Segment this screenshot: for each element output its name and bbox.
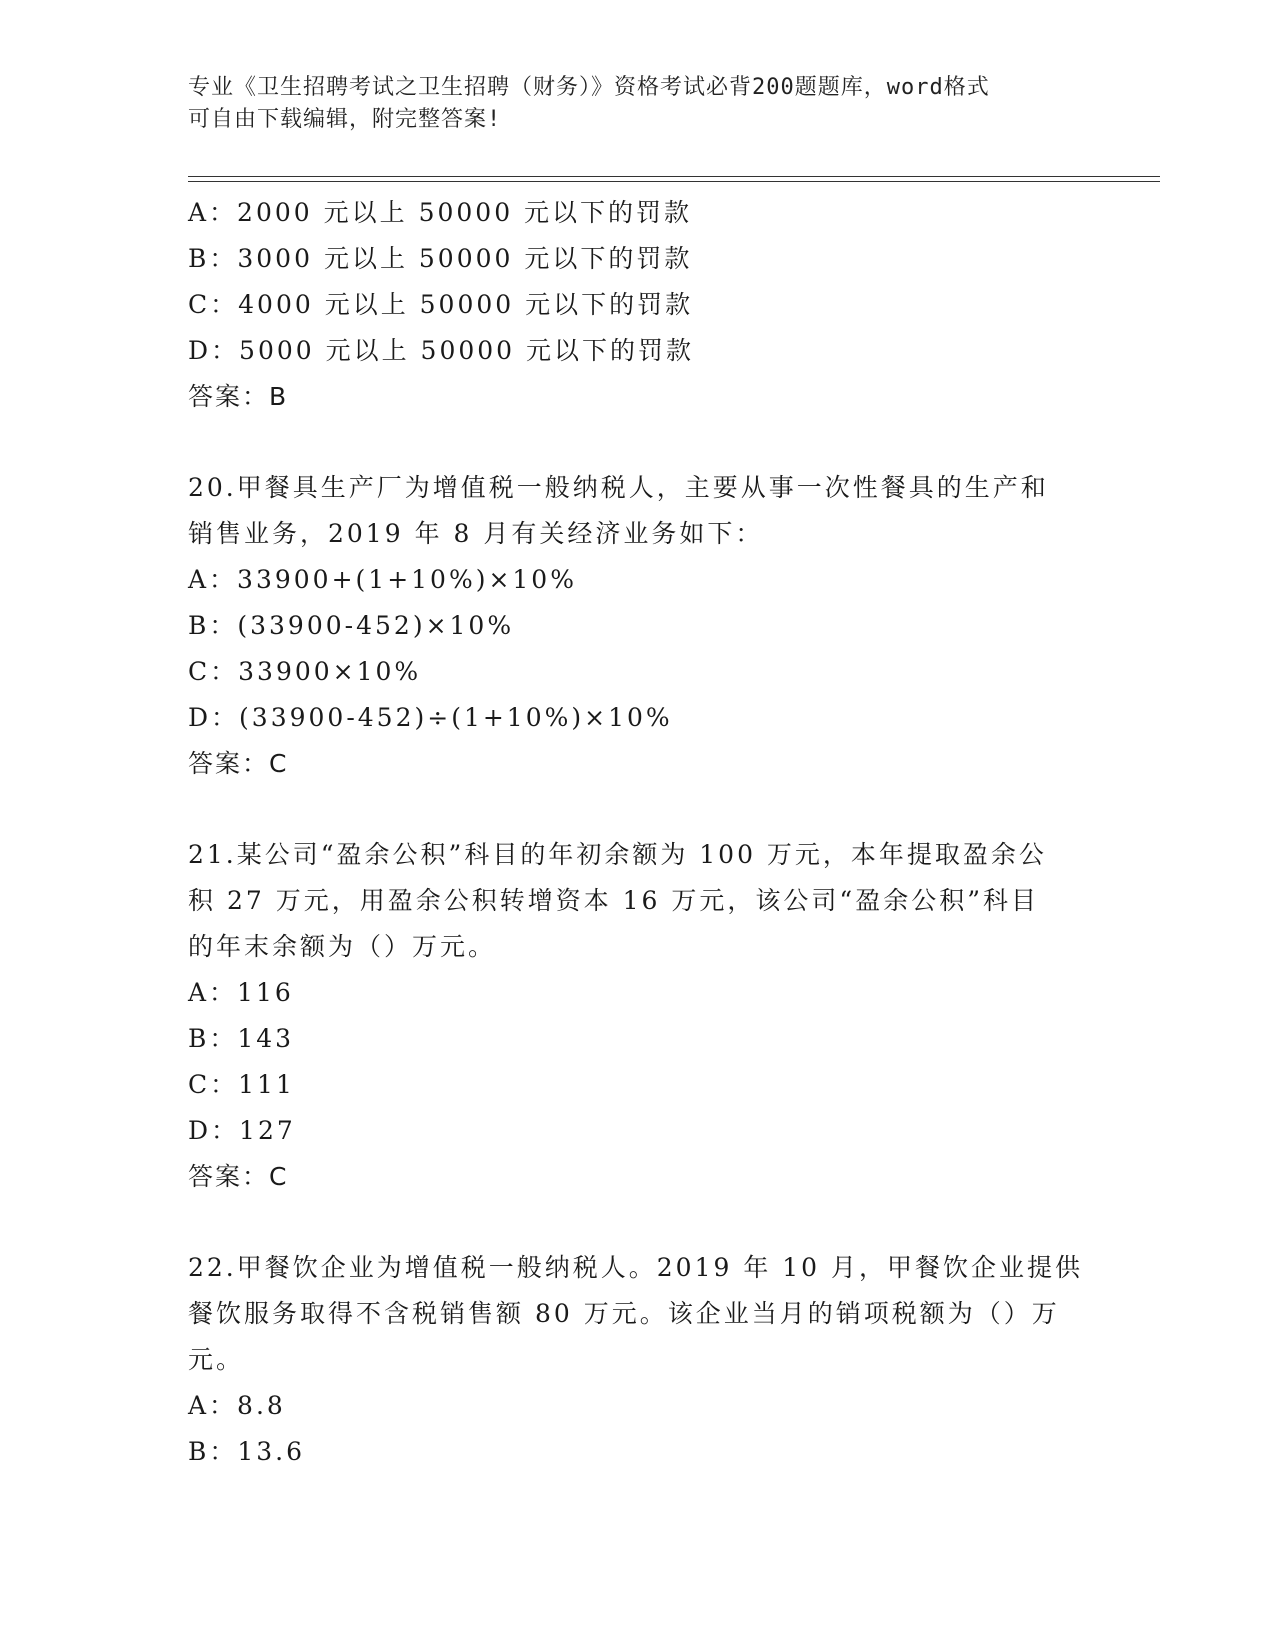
question-stem-line: 餐饮服务取得不含税销售额 80 万元。该企业当月的销项税额为（）万 xyxy=(188,1299,1060,1328)
question-21 xyxy=(188,832,1088,1200)
question-22 xyxy=(188,1245,1088,1475)
answer-label: 答案：C xyxy=(188,749,289,778)
question-stem-line: 22.甲餐饮企业为增值税一般纳税人。2019 年 10 月，甲餐饮企业提供 xyxy=(188,1253,1084,1282)
option-b: B：13.6 xyxy=(188,1437,306,1466)
question-stem-line: 20.甲餐具生产厂为增值税一般纳税人，主要从事一次性餐具的生产和 xyxy=(188,473,1049,502)
header-divider xyxy=(188,176,1160,177)
question-stem-line: 积 27 万元，用盈余公积转增资本 16 万元，该公司“盈余公积”科目 xyxy=(188,886,1039,915)
answer-label: 答案：C xyxy=(188,1162,289,1191)
spacer xyxy=(188,787,1088,832)
option-d: D：127 xyxy=(188,1116,296,1145)
question-list xyxy=(188,190,1088,1475)
question-20 xyxy=(188,465,1088,787)
option-c: C：33900×10% xyxy=(188,657,422,686)
option-a: A：8.8 xyxy=(188,1391,286,1420)
option-c: C：4000 元以上 50000 元以下的罚款 xyxy=(188,290,694,319)
option-c: C：111 xyxy=(188,1070,295,1099)
option-d: D：(33900-452)÷(1+10%)×10% xyxy=(188,703,673,732)
answer-label: 答案：B xyxy=(188,382,289,411)
option-a: A：116 xyxy=(188,978,294,1007)
spacer xyxy=(188,420,1088,465)
question-stem-line: 销售业务，2019 年 8 月有关经济业务如下： xyxy=(188,519,764,548)
document-header xyxy=(188,72,1088,136)
option-b: B：3000 元以上 50000 元以下的罚款 xyxy=(188,244,693,273)
question-19 xyxy=(188,190,1088,420)
header-divider-secondary xyxy=(188,181,1160,182)
question-stem-line: 的年末余额为（）万元。 xyxy=(188,932,497,961)
option-b: B：143 xyxy=(188,1024,295,1053)
option-d: D：5000 元以上 50000 元以下的罚款 xyxy=(188,336,695,365)
option-a: A：2000 元以上 50000 元以下的罚款 xyxy=(188,198,693,227)
spacer xyxy=(188,1200,1088,1245)
question-stem-line: 21.某公司“盈余公积”科目的年初余额为 100 万元，本年提取盈余公 xyxy=(188,840,1047,869)
option-b: B：(33900-452)×10% xyxy=(188,611,515,640)
header-title-line-2: 可自由下载编辑，附完整答案! xyxy=(188,107,502,132)
option-a: A：33900+(1+10%)×10% xyxy=(188,565,577,594)
question-stem-line: 元。 xyxy=(188,1345,245,1374)
header-title-line-1: 专业《卫生招聘考试之卫生招聘（财务）》资格考试必背200题题库，word格式 xyxy=(188,75,990,100)
